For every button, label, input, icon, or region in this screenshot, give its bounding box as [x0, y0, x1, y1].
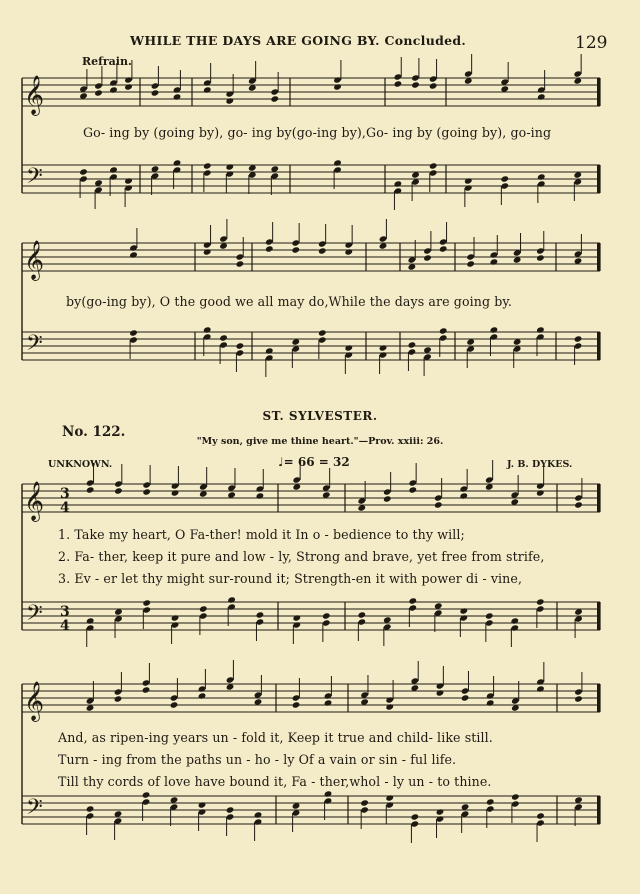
note-head [114, 695, 123, 702]
note-head [236, 260, 245, 267]
treble-clef-icon: 𝄞 [24, 75, 45, 115]
note-head [219, 334, 228, 341]
verse3-line2: Till thy cords of love have bound it, Fa - ther,whol - ly un - to thine. [58, 774, 492, 789]
note-head [291, 246, 300, 253]
note-head [171, 489, 180, 496]
note-head [236, 342, 245, 349]
note-head [203, 86, 212, 93]
note-head [173, 93, 182, 100]
note-head [439, 245, 448, 252]
end-barline [597, 165, 600, 193]
note-head [536, 685, 545, 692]
note-head [94, 89, 103, 96]
verse3-line1: 3. Ev - er let thy might sur-round it; Strength-en it with power di - vine, [58, 571, 523, 586]
note-head [500, 175, 509, 182]
verse1-line2: And, as ripen-ing years un - fold it, Keep it true and child- like still. [58, 730, 493, 745]
note-head [254, 811, 263, 818]
note-head [270, 95, 279, 102]
note-head [86, 805, 95, 812]
note-head [344, 344, 353, 351]
treble-clef-icon: 𝄞 [24, 481, 45, 521]
note-head [265, 245, 274, 252]
note-head [536, 254, 545, 261]
note-head [357, 611, 366, 618]
note-head [129, 329, 138, 336]
page-header-title: WHILE THE DAYS ARE GOING BY. Concluded. [130, 33, 467, 48]
note-head [439, 327, 448, 334]
note-head [265, 347, 274, 354]
note-head [256, 611, 265, 618]
note-head [511, 793, 520, 800]
note-head [124, 83, 133, 90]
note-head [198, 801, 207, 808]
note-head [485, 612, 494, 619]
note-head [436, 689, 445, 696]
tempo-value: = 66 = 32 [283, 455, 350, 469]
end-barline [597, 484, 600, 512]
note-head [225, 97, 234, 104]
page-number: 129 [575, 33, 608, 53]
note-head [142, 488, 151, 495]
note-head [536, 812, 545, 819]
hymn-number: No. 122. [62, 424, 126, 440]
note-head [574, 695, 583, 702]
note-head [109, 86, 118, 93]
note-head [333, 83, 342, 90]
note-head [408, 486, 417, 493]
hymn-title: ST. SYLVESTER. [262, 409, 378, 423]
note-head [225, 163, 234, 170]
note-head [490, 326, 499, 333]
note-head [124, 177, 133, 184]
note-head [394, 180, 403, 187]
note-head [537, 173, 546, 180]
note-head [383, 495, 392, 502]
note-head [459, 492, 468, 499]
note-head [574, 501, 583, 508]
tempo-marking [278, 455, 350, 469]
note-head [86, 486, 95, 493]
bass-clef-icon: 𝄢 [26, 164, 43, 194]
note-head [537, 93, 546, 100]
note-head [510, 617, 519, 624]
note-head [436, 808, 445, 815]
time-signature-numerator: 3 [60, 486, 70, 502]
note-head [360, 799, 369, 806]
note-head [142, 791, 151, 798]
note-head [536, 489, 545, 496]
end-barline [597, 684, 600, 712]
note-head [486, 798, 495, 805]
words-credit: UNKNOWN. [48, 459, 113, 470]
note-head [459, 607, 468, 614]
bass-clef-icon: 𝄢 [26, 795, 43, 825]
note-head [292, 614, 301, 621]
note-head [79, 168, 88, 175]
note-head [536, 598, 545, 605]
note-head [203, 162, 212, 169]
note-head [536, 326, 545, 333]
note-head [333, 159, 342, 166]
note-head [142, 599, 151, 606]
bass-clef-icon: 𝄢 [26, 331, 43, 361]
verse1-line1: 1. Take my heart, O Fa-ther! mold it In o - bedience to thy will; [58, 527, 465, 542]
note-head [394, 80, 403, 87]
note-head [461, 694, 470, 701]
note-head [434, 501, 443, 508]
treble-clef-icon: 𝄞 [24, 240, 45, 280]
note-head [227, 596, 236, 603]
note-head [203, 326, 212, 333]
note-head [429, 82, 438, 89]
end-barline [597, 796, 600, 824]
scripture-reference: "My son, give me thine heart."—Prov. xxiii: 26. [196, 436, 444, 447]
note-head [256, 492, 265, 499]
refrain-label: Refrain. [82, 55, 132, 68]
note-head [385, 703, 394, 710]
end-barline [597, 78, 600, 106]
note-head [486, 699, 495, 706]
note-head [466, 260, 475, 267]
note-head [408, 341, 417, 348]
music-credit: J. B. DYKES. [507, 459, 573, 470]
verse2-line1: 2. Fa- ther, keep it pure and low - ly, Strong and brave, yet free from strife, [58, 549, 545, 564]
system1-lyric: Go- ing by (going by), go- ing by(go-ing by),Go- ing by (going by), go-ing [83, 125, 552, 140]
note-head [379, 344, 388, 351]
treble-clef-icon: 𝄞 [24, 681, 45, 721]
note-head [429, 162, 438, 169]
note-head [142, 686, 151, 693]
end-barline [597, 602, 600, 630]
note-head [423, 254, 432, 261]
note-head [109, 166, 118, 173]
note-head [226, 806, 235, 813]
note-head [173, 159, 182, 166]
note-head [464, 177, 473, 184]
note-head [171, 614, 180, 621]
end-barline [597, 243, 600, 271]
note-head [170, 701, 179, 708]
note-head [408, 597, 417, 604]
note-head [114, 487, 123, 494]
note-head [324, 699, 333, 706]
bass-clef-icon: 𝄢 [26, 601, 43, 631]
time-signature-denominator: 4 [60, 500, 70, 516]
note-head [385, 794, 394, 801]
note-head [203, 248, 212, 255]
note-head [151, 89, 160, 96]
time-signature-numerator: 3 [60, 604, 70, 620]
note-head [411, 81, 420, 88]
note-head [199, 605, 208, 612]
system2-lyric: by(go-ing by), O the good we all may do,While the days are going by. [66, 294, 513, 309]
note-head [344, 248, 353, 255]
note-head [86, 617, 95, 624]
note-head [324, 790, 333, 797]
end-barline [597, 332, 600, 360]
note-head [292, 701, 301, 708]
note-head [198, 692, 207, 699]
quarter-note-icon: ♩ [278, 455, 284, 469]
verse2-line2: Turn - ing from the paths un - ho - ly Of a vain or sin - ful life. [58, 752, 457, 767]
note-head [490, 258, 499, 265]
note-head [318, 329, 327, 336]
note-head [129, 251, 138, 258]
note-head [411, 813, 420, 820]
time-signature-denominator: 4 [60, 618, 70, 634]
note-head [318, 247, 327, 254]
note-head [322, 612, 331, 619]
note-head [574, 335, 583, 342]
